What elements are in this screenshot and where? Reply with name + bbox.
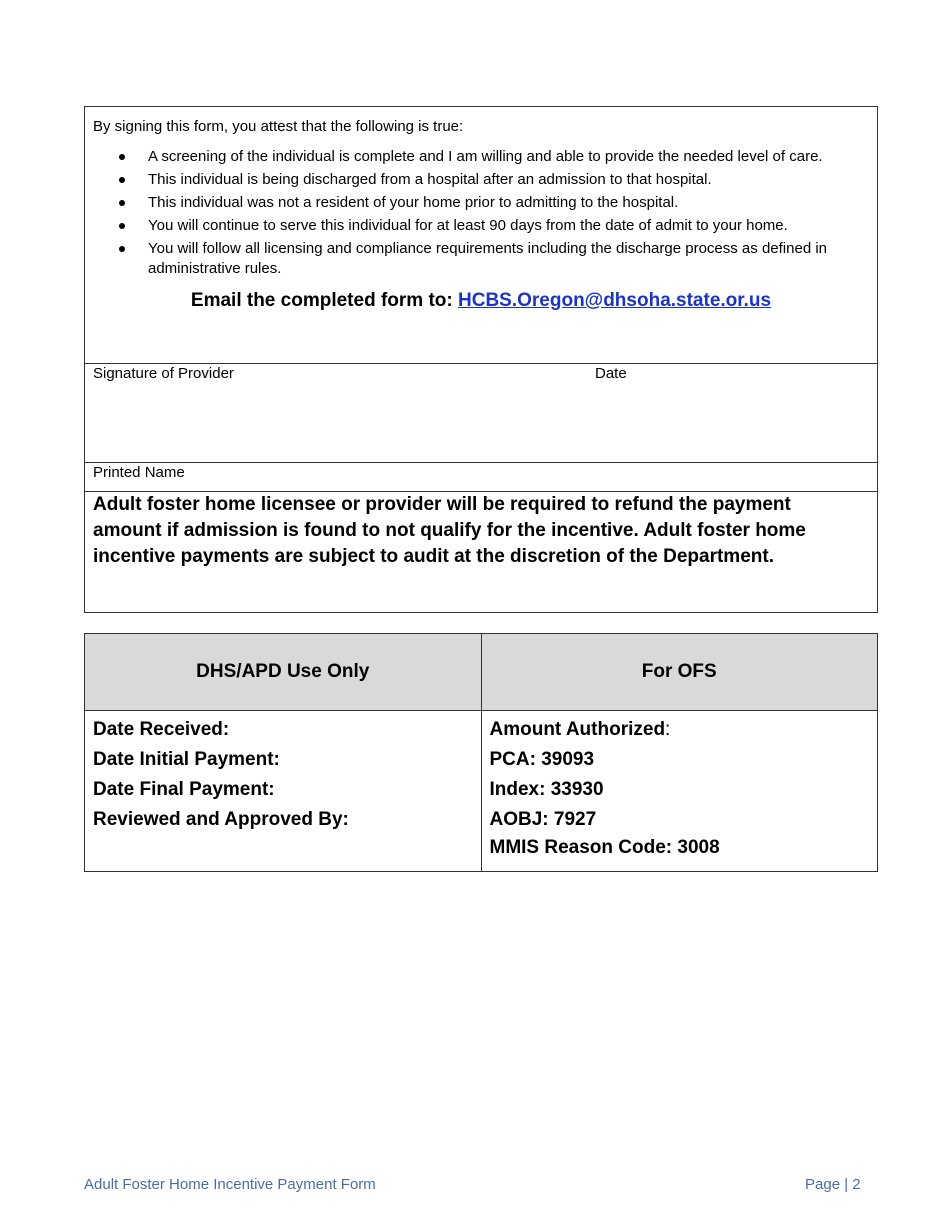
email-link[interactable]: HCBS.Oregon@dhsoha.state.or.us: [458, 290, 772, 311]
email-instruction: [85, 290, 877, 312]
reviewed-approved-label: Reviewed and Approved By:: [93, 809, 349, 830]
amount-colon: :: [665, 719, 671, 740]
amount-authorized-label: [490, 715, 870, 745]
dhs-apd-header: DHS/APD Use Only: [85, 634, 482, 711]
index-value: Index: 33930: [489, 779, 604, 800]
email-label: Email the completed form to:: [190, 290, 453, 311]
dhs-apd-fields: [85, 711, 482, 872]
page-number: 2: [852, 1176, 861, 1193]
printed-name-label: Printed Name: [93, 464, 185, 481]
attestation-box: [84, 106, 878, 613]
footer-page-number: [805, 1176, 861, 1193]
attestation-item: You will continue to serve this individual for at least 90 days from the date of admit to your home.: [148, 216, 865, 236]
attestation-item: This individual is being discharged from a hospital after an admission to that hospital.: [148, 170, 865, 190]
date-received-label: Date Received:: [93, 719, 230, 740]
office-use-table: [84, 633, 878, 872]
divider: [85, 363, 877, 364]
attestation-item: This individual was not a resident of your home prior to admitting to the hospital.: [148, 193, 865, 213]
ofs-header: For OFS: [481, 634, 878, 711]
signature-label: Signature of Provider: [93, 365, 234, 382]
divider: [85, 462, 877, 463]
refund-notice: Adult foster home licensee or provider will be required to refund the payment amount if admission is found to not qualify for the incentive. Adult foster home incentive payments are subject to audit at the discretion of the Department.: [93, 494, 806, 567]
amount-authorized-text: Amount Authorized: [489, 719, 666, 740]
date-label: Date: [595, 365, 627, 382]
attestation-list: [85, 147, 865, 282]
attestation-intro: By signing this form, you attest that the following is true:: [93, 118, 464, 135]
attestation-item: You will follow all licensing and compliance requirements including the discharge process as defined in administrative rules.: [148, 239, 865, 279]
footer-form-title: Adult Foster Home Incentive Payment Form: [84, 1176, 376, 1193]
mmis-reason-code: MMIS Reason Code: 3008: [489, 837, 720, 858]
page-word: Page: [805, 1176, 841, 1193]
page-separator: |: [844, 1176, 849, 1193]
ofs-fields: [481, 711, 878, 872]
date-final-payment-label: Date Final Payment:: [93, 779, 275, 800]
aobj-value: AOBJ: 7927: [489, 809, 597, 830]
date-initial-payment-label: Date Initial Payment:: [93, 749, 280, 770]
pca-value: PCA: 39093: [489, 749, 595, 770]
attestation-item: A screening of the individual is complete and I am willing and able to provide the needed level of care.: [148, 147, 865, 167]
